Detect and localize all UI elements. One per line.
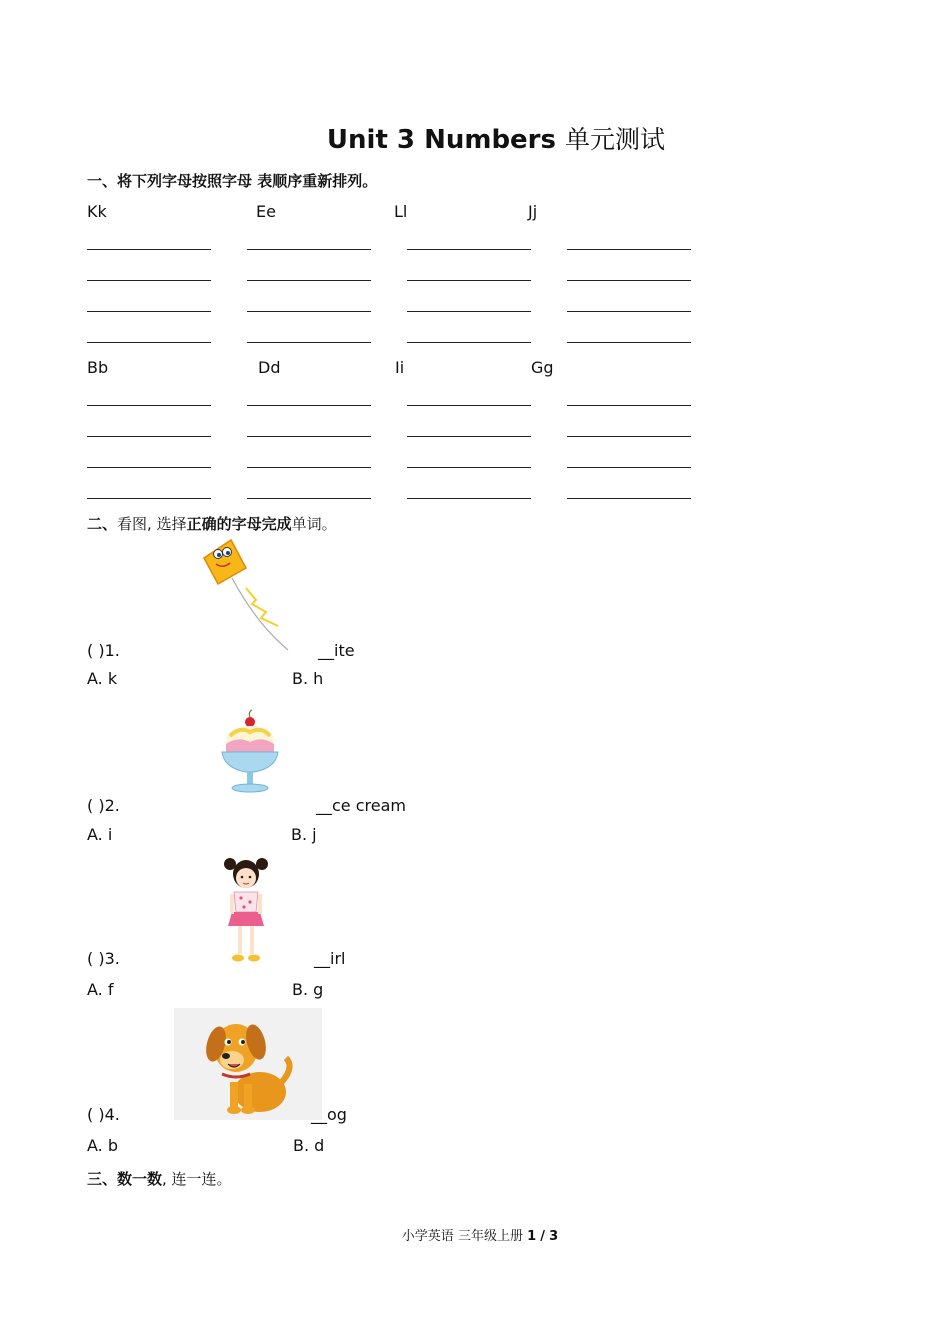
answer-line[interactable] (247, 467, 371, 468)
answer-line[interactable] (247, 436, 371, 437)
footer-total: 3 (549, 1229, 559, 1244)
answer-line[interactable] (407, 249, 531, 250)
dog-image (174, 1008, 322, 1120)
answer-line[interactable] (567, 342, 691, 343)
page-footer (0, 1225, 950, 1244)
letter-kk: Kk (87, 202, 107, 221)
answer-line[interactable] (87, 280, 211, 281)
answer-line[interactable] (247, 249, 371, 250)
answer-line[interactable] (87, 436, 211, 437)
kite-image (196, 538, 296, 654)
answer-line[interactable] (247, 342, 371, 343)
section2-heading-a: 看图 (117, 515, 148, 533)
letter-dd: Dd (258, 358, 281, 377)
footer-subject: 小学英语 (401, 1229, 454, 1244)
section2-heading-d: 单词。 (291, 515, 337, 533)
letter-bb: Bb (87, 358, 109, 377)
answer-line[interactable] (407, 280, 531, 281)
answer-line[interactable] (247, 280, 371, 281)
answer-line[interactable] (87, 498, 211, 499)
section2-heading-c: 正确的字母完成 (186, 515, 292, 533)
answer-line[interactable] (407, 405, 531, 406)
question-2-number: ( )2. (87, 796, 120, 815)
letter-gg: Gg (531, 358, 554, 377)
letter-jj: Jj (528, 202, 538, 221)
letter-ee: Ee (256, 202, 276, 221)
question-1-number: ( )1. (87, 641, 120, 660)
question-4-number: ( )4. (87, 1105, 120, 1124)
section2-heading-num: 二、 (87, 515, 118, 533)
letter-ll: Ll (394, 202, 408, 221)
answer-line[interactable] (87, 311, 211, 312)
title-suffix: 单元测试 (565, 125, 666, 154)
question-3-word: __irl (314, 949, 346, 968)
letter-ii: Ii (395, 358, 405, 377)
answer-line[interactable] (87, 249, 211, 250)
question-3-option-b: B. g (292, 980, 324, 999)
answer-line[interactable] (567, 467, 691, 468)
footer-page: 1 (527, 1229, 537, 1244)
section2-heading-b: , 选择 (147, 515, 187, 533)
question-4-option-a: A. b (87, 1136, 118, 1155)
title-main: Unit 3 Numbers (326, 125, 556, 155)
ice-cream-image (218, 710, 282, 794)
answer-line[interactable] (87, 467, 211, 468)
answer-line[interactable] (407, 311, 531, 312)
answer-line[interactable] (87, 405, 211, 406)
answer-line[interactable] (407, 436, 531, 437)
girl-image (222, 854, 270, 966)
answer-line[interactable] (567, 280, 691, 281)
section3-heading (87, 1168, 232, 1189)
answer-line[interactable] (407, 498, 531, 499)
question-1-option-b: B. h (292, 669, 324, 688)
question-4-option-b: B. d (293, 1136, 325, 1155)
question-1-word: __ite (318, 641, 355, 660)
answer-line[interactable] (407, 467, 531, 468)
section1-heading: 一、将下列字母按照字母 表顺序重新排列。 (87, 172, 378, 190)
answer-line[interactable] (567, 311, 691, 312)
question-1-option-a: A. k (87, 669, 118, 688)
question-2-option-a: A. i (87, 825, 113, 844)
section3-heading-a: 三、数一数 (87, 1170, 163, 1188)
answer-line[interactable] (87, 342, 211, 343)
question-2-word: __ce cream (316, 796, 406, 815)
question-2-option-b: B. j (291, 825, 317, 844)
question-4-word: __og (311, 1105, 347, 1124)
footer-grade: 三年级上册 (457, 1229, 523, 1244)
answer-line[interactable] (247, 311, 371, 312)
answer-line[interactable] (567, 498, 691, 499)
answer-line[interactable] (567, 405, 691, 406)
question-3-number: ( )3. (87, 949, 120, 968)
answer-line[interactable] (247, 405, 371, 406)
answer-line[interactable] (567, 436, 691, 437)
question-3-option-a: A. f (87, 980, 114, 999)
footer-sep: / (540, 1229, 546, 1244)
page-title (0, 120, 950, 156)
answer-line[interactable] (247, 498, 371, 499)
section2-heading (87, 513, 337, 534)
answer-line[interactable] (567, 249, 691, 250)
answer-line[interactable] (407, 342, 531, 343)
section3-heading-b: , 连一连。 (162, 1170, 232, 1188)
